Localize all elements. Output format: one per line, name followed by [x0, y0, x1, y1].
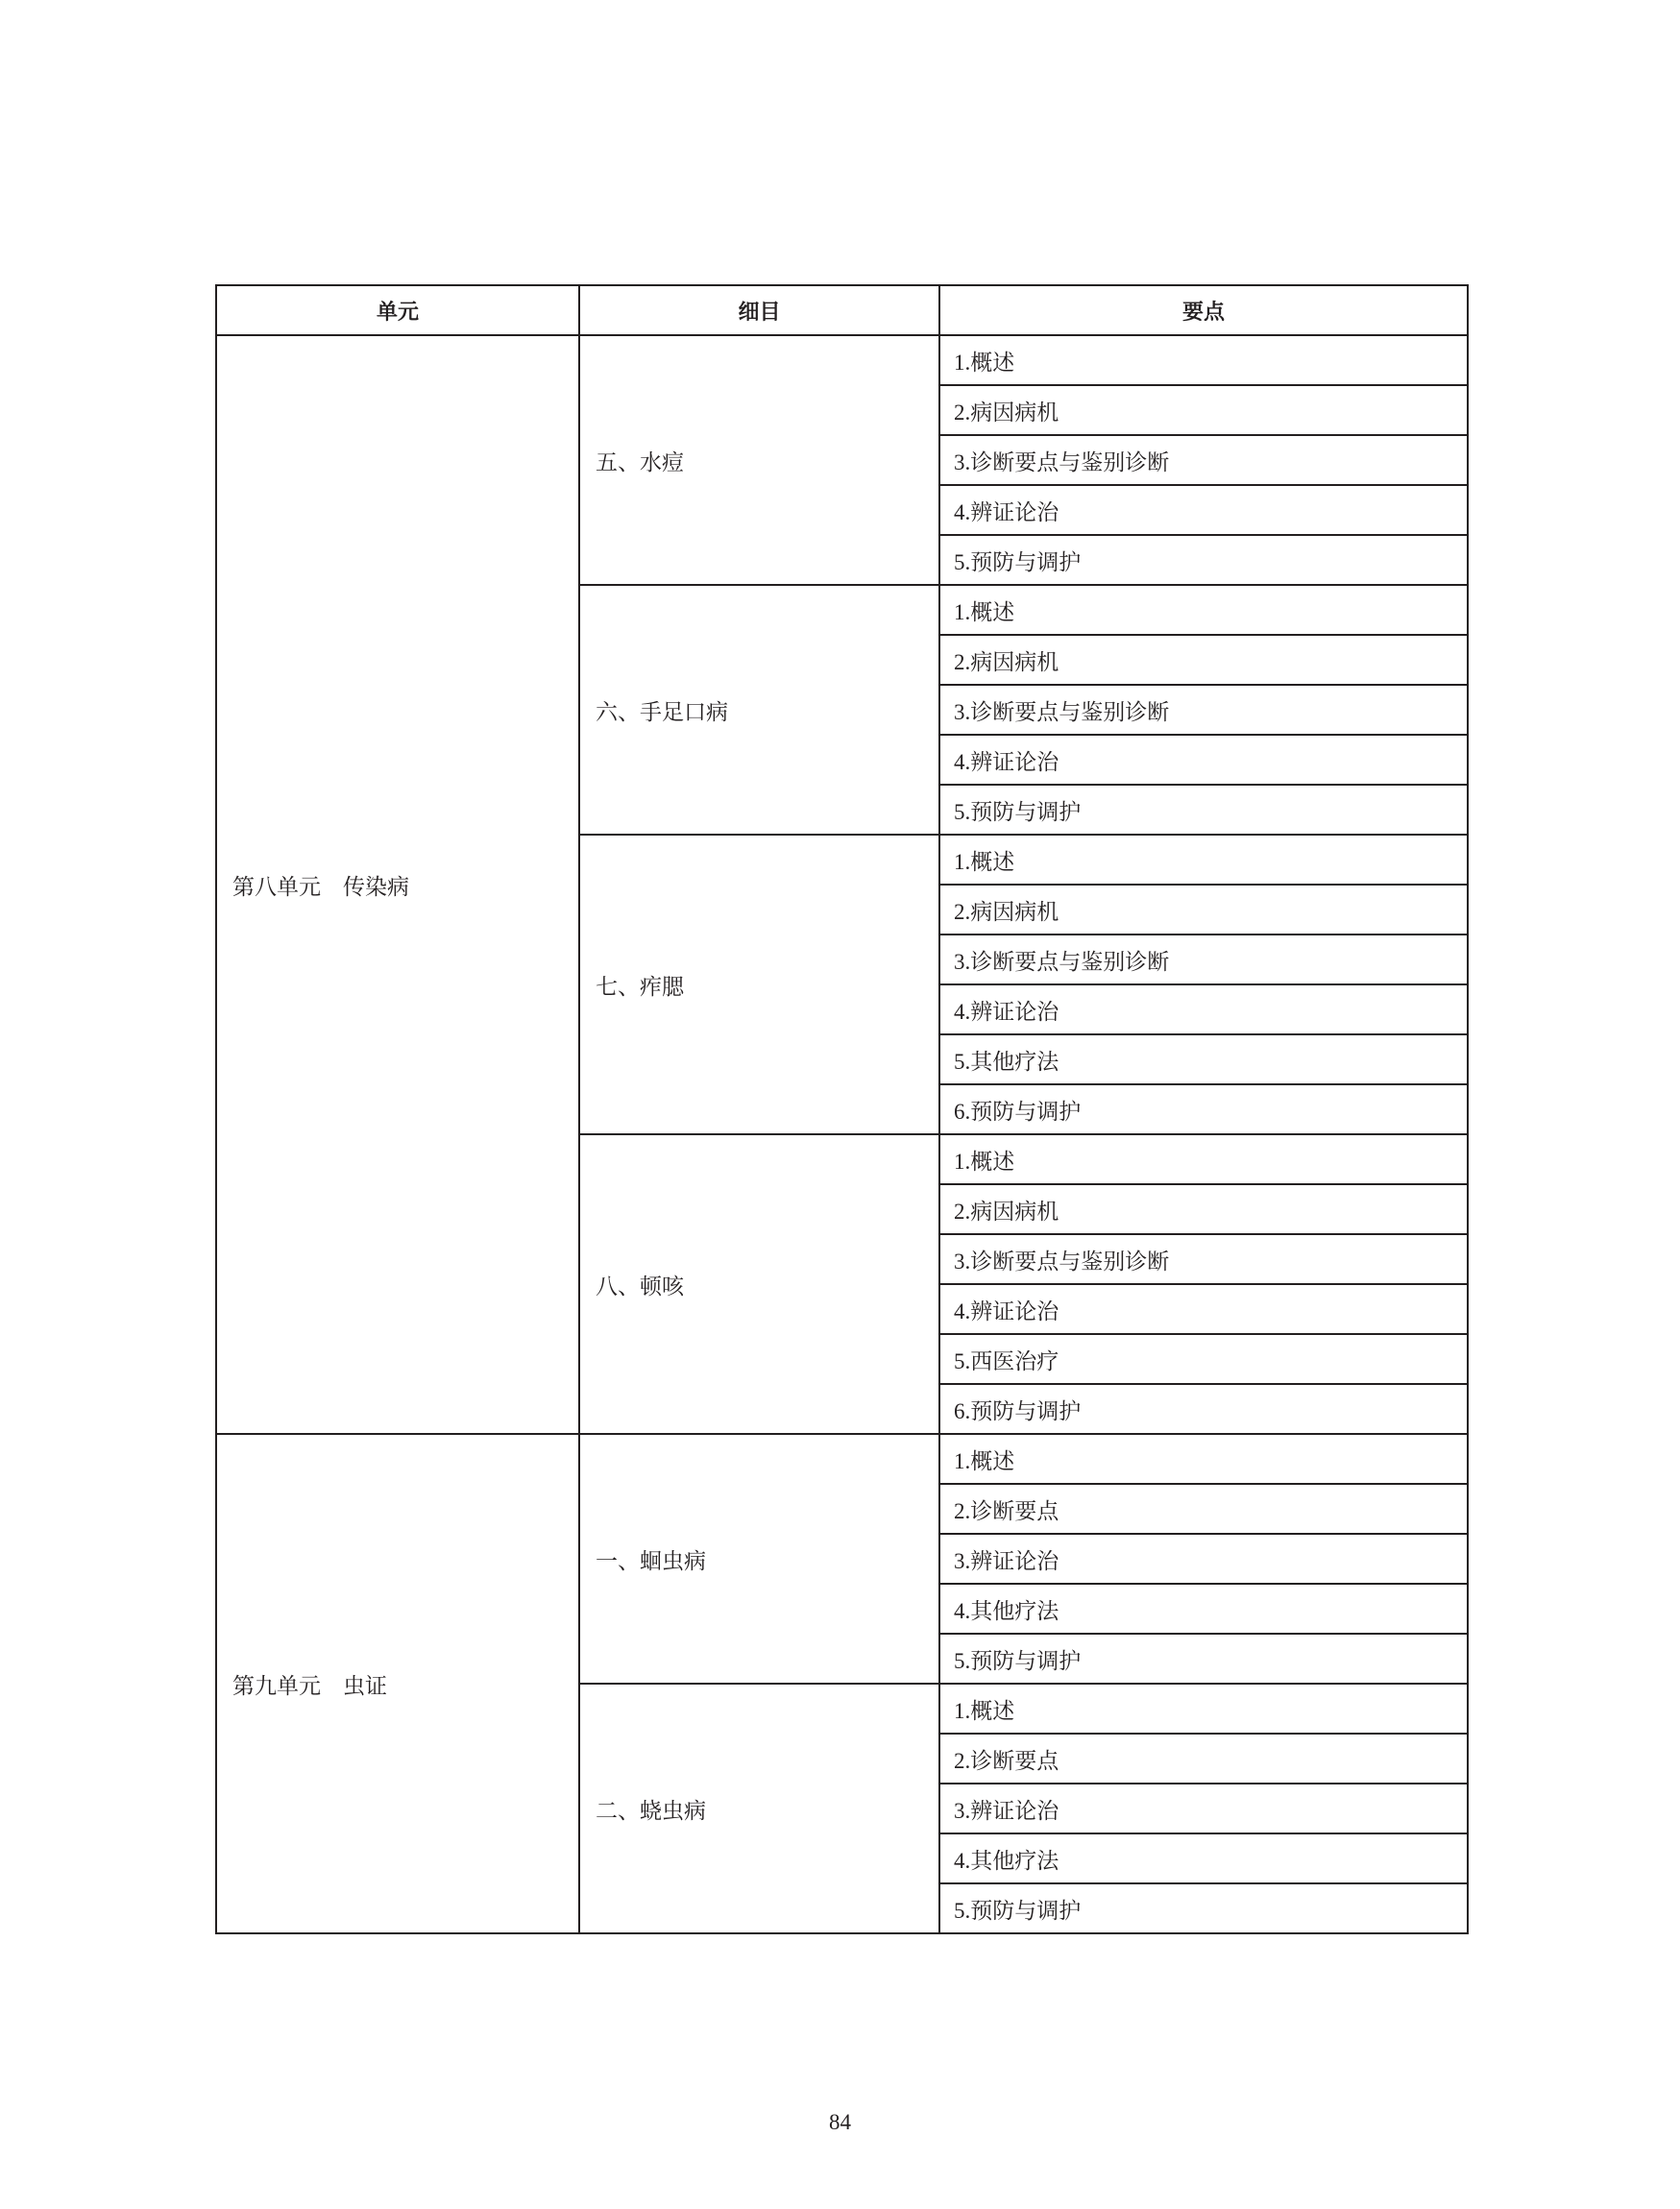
item-cell: 一、蛔虫病	[579, 1434, 939, 1684]
table-body	[216, 335, 1468, 1933]
point-cell: 1.概述	[939, 835, 1468, 885]
point-cell: 4.辨证论治	[939, 1284, 1468, 1334]
point-cell: 3.诊断要点与鉴别诊断	[939, 935, 1468, 984]
point-cell: 1.概述	[939, 1134, 1468, 1184]
point-cell: 3.辨证论治	[939, 1784, 1468, 1833]
item-cell: 二、蛲虫病	[579, 1684, 939, 1933]
point-cell: 1.概述	[939, 1684, 1468, 1734]
point-cell: 2.病因病机	[939, 1184, 1468, 1234]
point-cell: 5.预防与调护	[939, 785, 1468, 835]
header-points: 要点	[939, 285, 1468, 335]
point-cell: 5.预防与调护	[939, 1634, 1468, 1684]
item-cell: 五、水痘	[579, 335, 939, 585]
point-cell: 4.辨证论治	[939, 485, 1468, 535]
item-cell: 六、手足口病	[579, 585, 939, 835]
header-unit: 单元	[216, 285, 579, 335]
point-cell: 5.西医治疗	[939, 1334, 1468, 1384]
item-cell: 七、痄腮	[579, 835, 939, 1134]
point-cell: 1.概述	[939, 1434, 1468, 1484]
page-number: 84	[829, 2110, 851, 2134]
point-cell: 6.预防与调护	[939, 1084, 1468, 1134]
point-cell: 4.其他疗法	[939, 1833, 1468, 1883]
syllabus-table	[215, 284, 1469, 1934]
point-cell: 2.诊断要点	[939, 1734, 1468, 1784]
point-cell: 3.诊断要点与鉴别诊断	[939, 1234, 1468, 1284]
item-cell: 八、顿咳	[579, 1134, 939, 1434]
point-cell: 6.预防与调护	[939, 1384, 1468, 1434]
table-row	[216, 1434, 1468, 1484]
point-cell: 1.概述	[939, 335, 1468, 385]
point-cell: 4.辨证论治	[939, 735, 1468, 785]
point-cell: 3.诊断要点与鉴别诊断	[939, 685, 1468, 735]
header-item: 细目	[579, 285, 939, 335]
point-cell: 3.辨证论治	[939, 1534, 1468, 1584]
point-cell: 4.其他疗法	[939, 1584, 1468, 1634]
point-cell: 1.概述	[939, 585, 1468, 635]
header-row	[216, 285, 1468, 335]
point-cell: 2.诊断要点	[939, 1484, 1468, 1534]
point-cell: 2.病因病机	[939, 885, 1468, 935]
point-cell: 2.病因病机	[939, 635, 1468, 685]
unit-cell: 第九单元 虫证	[216, 1434, 579, 1933]
point-cell: 3.诊断要点与鉴别诊断	[939, 435, 1468, 485]
point-cell: 2.病因病机	[939, 385, 1468, 435]
table-row	[216, 335, 1468, 385]
point-cell: 5.预防与调护	[939, 1883, 1468, 1933]
point-cell: 5.预防与调护	[939, 535, 1468, 585]
unit-cell: 第八单元 传染病	[216, 335, 579, 1434]
point-cell: 4.辨证论治	[939, 984, 1468, 1034]
point-cell: 5.其他疗法	[939, 1034, 1468, 1084]
